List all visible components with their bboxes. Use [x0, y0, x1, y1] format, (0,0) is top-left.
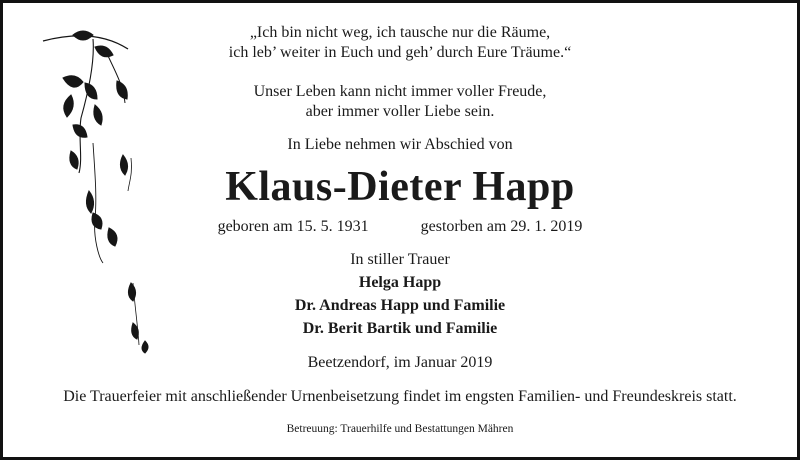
mourner-name: Dr. Berit Bartik und Familie [302, 320, 498, 337]
mourner-name: Helga Happ [358, 274, 442, 291]
deceased-name: Klaus-Dieter Happ [225, 164, 575, 210]
place-date: Beetzendorf, im Januar 2019 [307, 354, 493, 371]
funeral-home-credit: Betreuung: Trauerhilfe und Bestattungen Mähren [286, 423, 514, 435]
life-line-2: aber immer voller Liebe sein. [305, 103, 495, 120]
life-line-1: Unser Leben kann nicht immer voller Freude, [253, 83, 547, 100]
quote-line-1: „Ich bin nicht weg, ich tausche nur die Räume, [249, 24, 551, 41]
birth-date: geboren am 15. 5. 1931 [217, 218, 369, 235]
quote-line-2: ich leb’ weiter in Euch und geh’ durch Eure Träume.“ [228, 44, 572, 61]
farewell-intro: In Liebe nehmen wir Abschied von [287, 136, 513, 153]
mourner-name: Dr. Andreas Happ und Familie [294, 297, 506, 314]
life-dates [3, 217, 797, 237]
mourners-intro: In stiller Trauer [350, 251, 450, 268]
death-date: gestorben am 29. 1. 2019 [420, 218, 583, 235]
funeral-service-note: Die Trauerfeier mit anschließender Urnenbeisetzung findet im engsten Familien- und Freundeskreis statt. [63, 388, 737, 405]
